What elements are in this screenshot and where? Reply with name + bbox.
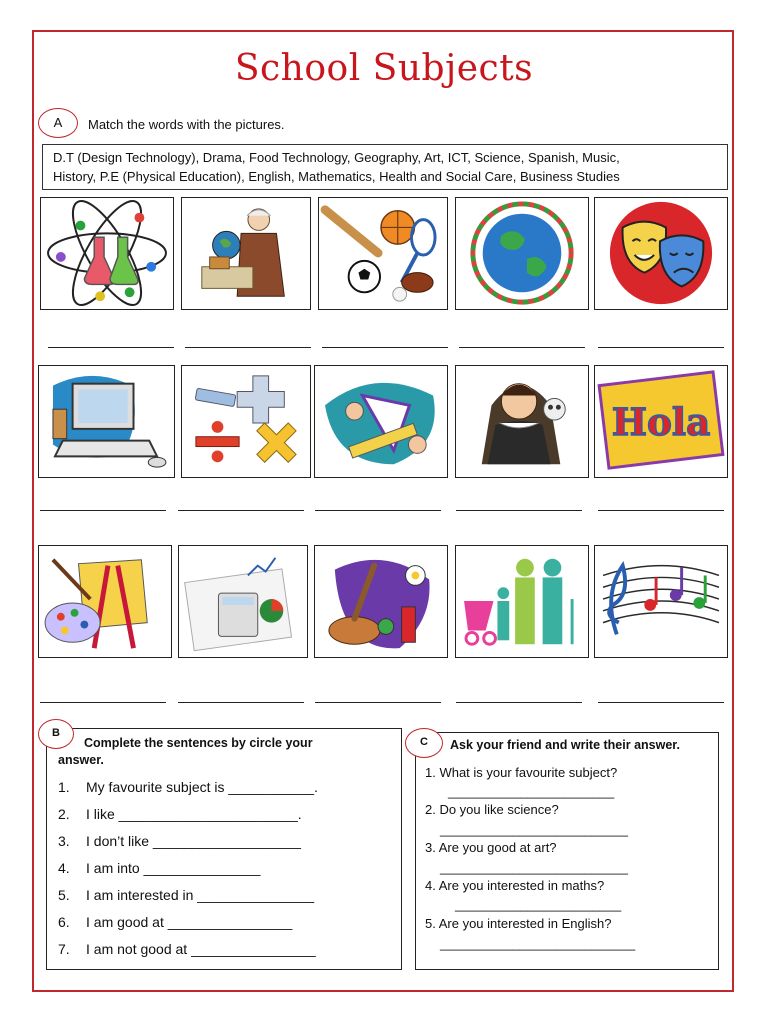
answer-line[interactable] <box>48 347 174 348</box>
answer-line[interactable] <box>185 347 311 348</box>
science-icon <box>40 197 174 310</box>
answer-line[interactable] <box>178 702 304 703</box>
english-icon <box>455 365 589 478</box>
page-title: School Subjects <box>234 48 534 89</box>
answer-line[interactable] <box>456 510 582 511</box>
section-b-badge: B <box>38 719 74 749</box>
answer-line[interactable] <box>598 347 724 348</box>
spanish-word: Hola <box>611 399 711 444</box>
geography-icon <box>455 197 589 310</box>
word-bank-line-1: D.T (Design Technology), Drama, Food Technology, Geography, Art, ICT, Science, Spanish, Music, <box>53 150 620 165</box>
answer-line[interactable] <box>40 510 166 511</box>
answer-line-2[interactable]: __________________________ <box>440 822 628 837</box>
sentence-7: 7. I am not good at ________________ <box>58 941 316 957</box>
question-5: 5. Are you interested in English? <box>425 916 612 931</box>
answer-line[interactable] <box>598 510 724 511</box>
sports-icon <box>318 197 448 310</box>
section-b-heading <box>58 735 398 769</box>
section-b-heading-line-1: Complete the sentences by circle your <box>84 736 313 750</box>
design-icon <box>314 365 448 478</box>
answer-line[interactable] <box>598 702 724 703</box>
section-a-badge: A <box>38 108 78 138</box>
music-icon <box>594 545 728 658</box>
section-c-heading: Ask your friend and write their answer. <box>450 738 680 752</box>
question-1: 1. What is your favourite subject? <box>425 765 618 780</box>
history-icon <box>181 197 311 310</box>
section-c-badge: C <box>405 728 443 758</box>
sentence-5: 5. I am interested in _______________ <box>58 887 315 903</box>
question-3: 3. Are you good at art? <box>425 840 557 855</box>
spanish-icon <box>594 365 728 478</box>
section-a-instruction: Match the words with the pictures. <box>88 117 285 132</box>
sentence-2: 2. I like _______________________. <box>58 806 302 822</box>
question-2: 2. Do you like science? <box>425 802 559 817</box>
word-bank <box>42 144 728 190</box>
answer-line[interactable] <box>40 702 166 703</box>
answer-line[interactable] <box>322 347 448 348</box>
answer-line-5[interactable]: ___________________________ <box>440 936 636 951</box>
computer-icon <box>38 365 175 478</box>
question-4: 4. Are you interested in maths? <box>425 878 605 893</box>
health-icon <box>455 545 589 658</box>
business-icon <box>178 545 308 658</box>
sentence-6: 6. I am good at ________________ <box>58 914 293 930</box>
section-b-heading-line-2: answer. <box>58 753 104 767</box>
art-icon <box>38 545 172 658</box>
food-icon <box>314 545 448 658</box>
answer-line[interactable] <box>459 347 585 348</box>
answer-line[interactable] <box>315 510 441 511</box>
sentence-4: 4. I am into _______________ <box>58 860 261 876</box>
sentence-1: 1. My favourite subject is ___________. <box>58 779 318 795</box>
answer-line[interactable] <box>178 510 304 511</box>
drama-icon <box>594 197 728 310</box>
maths-icon <box>181 365 311 478</box>
word-bank-line-2: History, P.E (Physical Education), English, Mathematics, Health and Social Care, Business Studies <box>53 169 620 184</box>
answer-line-3[interactable]: __________________________ <box>440 860 628 875</box>
answer-line-1[interactable]: _______________________ <box>448 784 615 799</box>
answer-line[interactable] <box>456 702 582 703</box>
answer-line[interactable] <box>315 702 441 703</box>
sentence-3: 3. I don’t like ___________________ <box>58 833 301 849</box>
answer-line-4[interactable]: _______________________ <box>455 897 622 912</box>
